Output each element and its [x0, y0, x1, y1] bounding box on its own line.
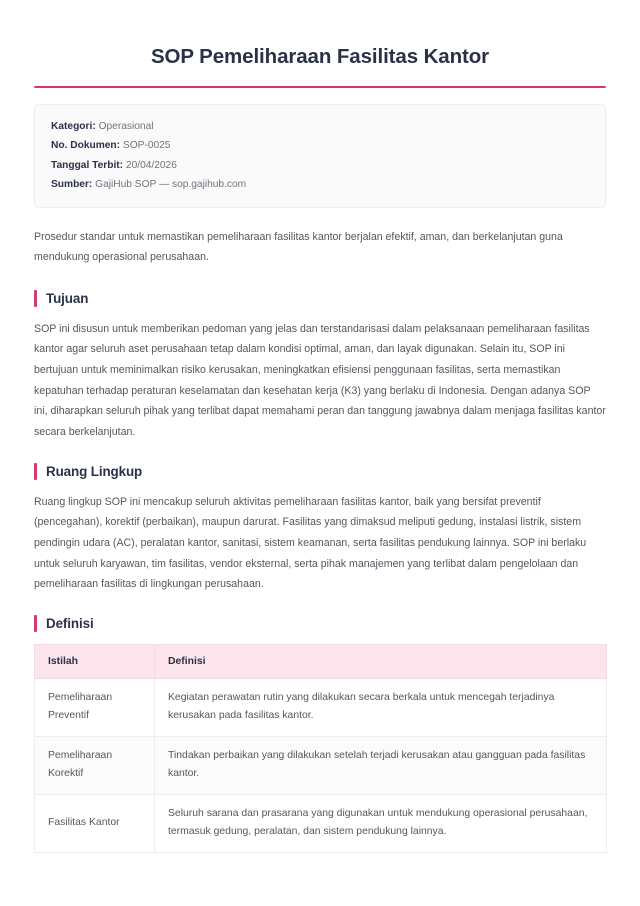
meta-value-sumber: GajiHub SOP — sop.gajihub.com: [95, 178, 247, 190]
table-row: [35, 736, 607, 794]
table-header-row: [35, 644, 607, 678]
section-heading-tujuan: [34, 290, 606, 307]
cell-definition: Seluruh sarana dan prasarana yang digunakan untuk mendukung operasional perusahaan, termasuk gedung, peralatan, dan sistem pendukung lainnya.: [155, 794, 607, 852]
section-heading-definisi: [34, 615, 606, 632]
table-row: [35, 794, 607, 852]
cell-term: Pemeliharaan Korektif: [35, 736, 155, 794]
title-underline-rule: [34, 86, 606, 88]
meta-row-tanggal-terbit: [51, 156, 589, 175]
meta-label-sumber: Sumber:: [51, 178, 93, 190]
accent-bar-icon: [34, 615, 37, 632]
section-tujuan: [34, 290, 606, 443]
column-header-definisi: Definisi: [155, 644, 607, 678]
meta-row-kategori: [51, 118, 589, 137]
meta-label-no-dokumen: No. Dokumen:: [51, 140, 121, 152]
section-ruang-lingkup: [34, 463, 606, 595]
meta-label-kategori: Kategori:: [51, 121, 96, 133]
definition-table-head: [35, 644, 607, 678]
meta-value-tanggal-terbit: 20/04/2026: [125, 159, 177, 171]
definition-table: [34, 644, 607, 853]
accent-bar-icon: [34, 290, 37, 307]
section-body-ruang-lingkup: Ruang lingkup SOP ini mencakup seluruh aktivitas pemeliharaan fasilitas kantor, baik yang bersifat preventif (pencegahan), korektif (perbaikan), maupun darurat. Fasilitas yang dimaksud meliputi gedung, instalasi listrik, sistem pendingin udara (AC), peralatan kantor, sanitasi, sistem keamanan, serta fasilitas pendukung lainnya. SOP ini berlaku untuk seluruh karyawan, tim fasilitas, vendor eksternal, serta pihak manajemen yang terlibat dalam pengelolaan dan pemeliharaan fasilitas di lingkungan perusahaan.: [34, 495, 587, 591]
cell-definition: Kegiatan perawatan rutin yang dilakukan secara berkala untuk mencegah terjadinya kerusakan pada fasilitas kantor.: [155, 678, 607, 736]
meta-row-sumber: [51, 175, 589, 194]
cell-term: Fasilitas Kantor: [35, 794, 155, 852]
meta-label-tanggal-terbit: Tanggal Terbit:: [51, 159, 124, 171]
section-title-ruang-lingkup: Ruang Lingkup: [46, 463, 143, 479]
cell-definition: Tindakan perbaikan yang dilakukan setelah terjadi kerusakan atau gangguan pada fasilitas kantor.: [155, 736, 607, 794]
table-row: [35, 678, 607, 736]
meta-value-kategori: Operasional: [98, 121, 154, 133]
section-definisi: [34, 615, 606, 853]
page-title: SOP Pemeliharaan Fasilitas Kantor: [150, 45, 490, 68]
section-body-tujuan: SOP ini disusun untuk memberikan pedoman yang jelas dan terstandarisasi dalam pelaksanaan pemeliharaan fasilitas kantor agar seluruh aset perusahaan tetap dalam kondisi optimal, aman, dan layak digunakan. Selain itu, SOP ini bertujuan untuk meminimalkan risiko kerusakan, meningkatkan efisiensi penggunaan fasilitas, serta memastikan kepatuhan terhadap peraturan keselamatan dan kesehatan kerja (K3) yang berlaku di Indonesia. Dengan adanya SOP ini, diharapkan seluruh pihak yang terlibat dapat memahami peran dan tanggung jawabnya dalam menjaga fasilitas kantor secara berkelanjutan.: [34, 322, 606, 438]
cell-term: Pemeliharaan Preventif: [35, 678, 155, 736]
meta-row-no-dokumen: [51, 137, 589, 156]
intro-paragraph: Prosedur standar untuk memastikan pemeliharaan fasilitas kantor berjalan efektif, aman, dan berkelanjutan guna mendukung operasional perusahaan.: [34, 231, 563, 264]
section-title-tujuan: Tujuan: [46, 290, 89, 306]
accent-bar-icon: [34, 463, 37, 480]
definition-table-body: [35, 678, 607, 852]
document-metadata-box: [34, 104, 606, 209]
column-header-istilah: Istilah: [35, 644, 155, 678]
meta-value-no-dokumen: SOP-0025: [122, 140, 171, 152]
section-heading-ruang-lingkup: [34, 463, 606, 480]
section-title-definisi: Definisi: [46, 615, 94, 631]
